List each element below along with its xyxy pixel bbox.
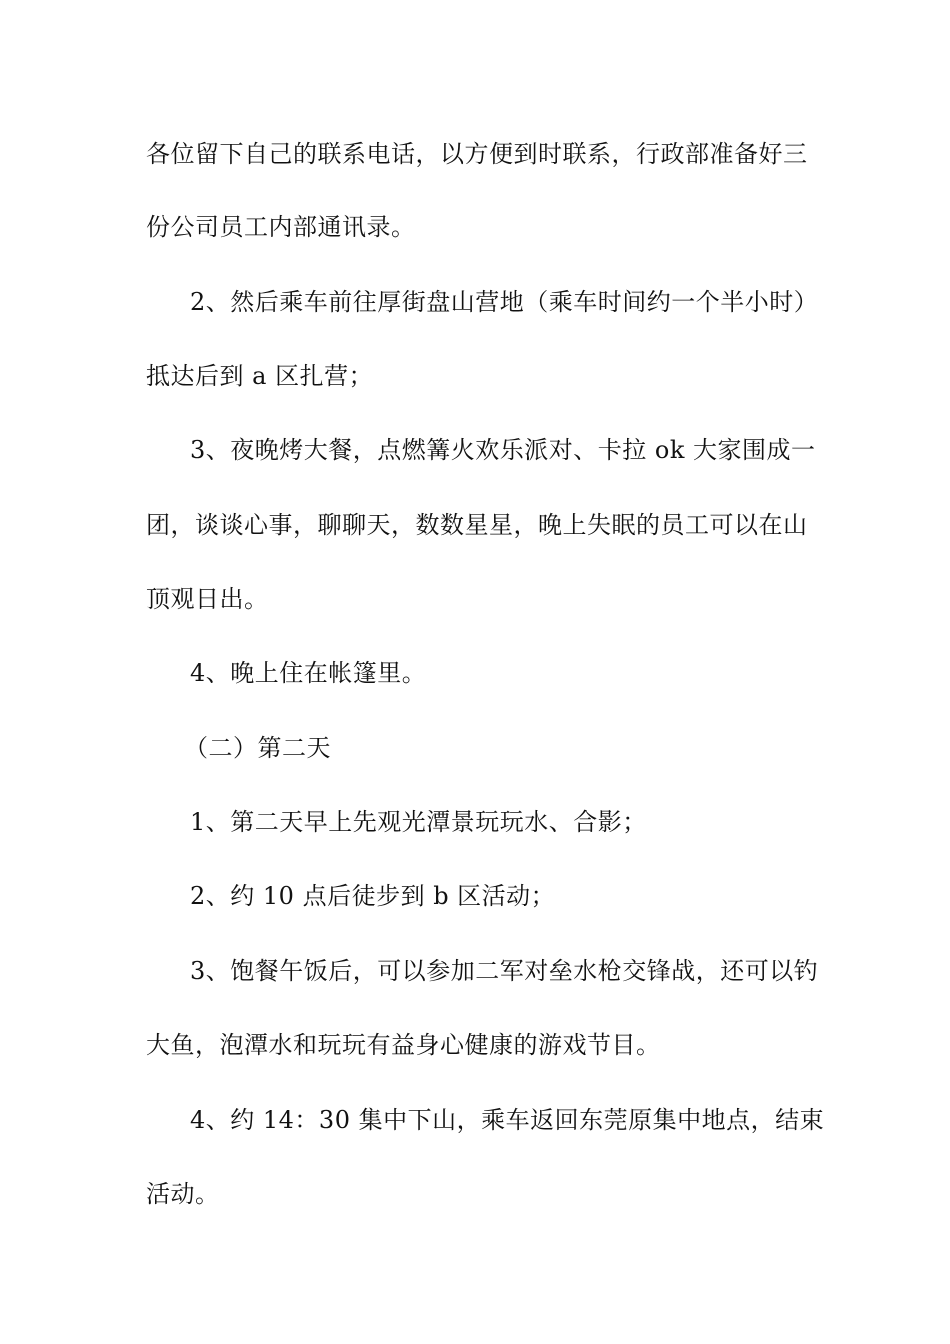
text-line-1: 各位留下自己的联系电话，以方便到时联系，行政部准备好三: [146, 140, 808, 168]
text-line-12: 3、饱餐午饭后，可以参加二军对垒水枪交锋战，还可以钓: [190, 957, 819, 985]
text-line-11: 2、约 10 点后徒步到 b 区活动；: [190, 882, 556, 910]
text-line-14: 4、约 14：30 集中下山，乘车返回东莞原集中地点，结束: [190, 1106, 825, 1134]
text-line-2: 份公司员工内部通讯录。: [146, 213, 416, 241]
text-line-3: 2、然后乘车前往厚街盘山营地（乘车时间约一个半小时）: [190, 288, 819, 316]
text-line-4: 抵达后到 a 区扎营；: [146, 362, 374, 390]
text-line-8: 4、晚上住在帐篷里。: [190, 659, 427, 687]
text-line-15: 活动。: [146, 1180, 220, 1208]
text-line-7: 顶观日出。: [146, 585, 269, 613]
text-line-6: 团，谈谈心事，聊聊天，数数星星，晚上失眠的员工可以在山: [146, 511, 808, 539]
text-line-13: 大鱼，泡潭水和玩玩有益身心健康的游戏节目。: [146, 1031, 661, 1059]
text-line-10: 1、第二天早上先观光潭景玩玩水、合影；: [190, 808, 647, 836]
section-heading: （二）第二天: [184, 734, 331, 762]
text-line-5: 3、夜晚烤大餐，点燃篝火欢乐派对、卡拉 ok 大家围成一: [190, 436, 816, 464]
